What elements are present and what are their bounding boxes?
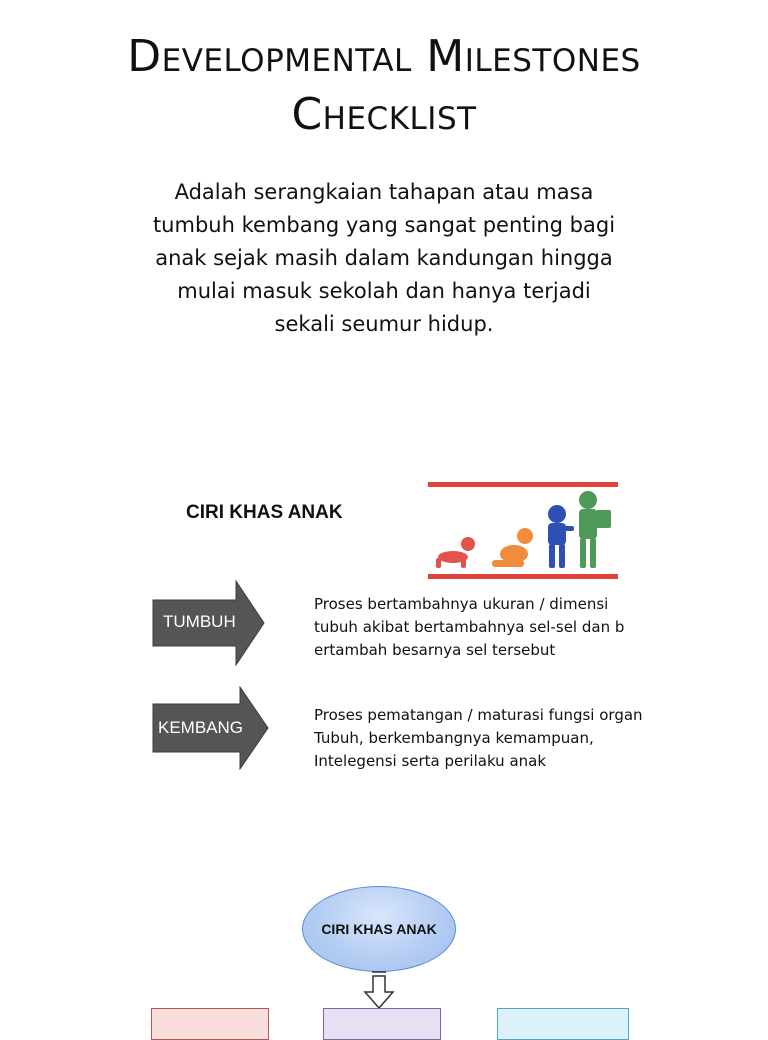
intro-line-5: sekali seumur hidup. <box>274 312 494 336</box>
intro-line-3: anak sejak masih dalam kandungan hingga <box>155 246 613 270</box>
tumbuh-desc-line-2: tubuh akibat bertambahnya sel-sel dan b <box>314 618 625 636</box>
kembang-desc-line-1: Proses pematangan / maturasi fungsi organ <box>314 706 643 724</box>
arrow-down-icon <box>362 970 396 1010</box>
intro-line-2: tumbuh kembang yang sangat penting bagi <box>152 213 616 237</box>
ciri-khas-heading: CIRI KHAS ANAK <box>186 502 343 523</box>
diagram-box-left <box>151 1008 269 1040</box>
kembang-desc-line-2: Tubuh, berkembangnya kemampuan, <box>314 729 594 747</box>
ciri-khas-oval: CIRI KHAS ANAK <box>302 886 456 972</box>
diagram-box-right <box>497 1008 629 1040</box>
intro-paragraph <box>110 176 658 341</box>
tumbuh-description <box>314 593 624 662</box>
intro-line-4: mulai masuk sekolah dan hanya terjadi <box>177 279 591 303</box>
tumbuh-label: TUMBUH <box>163 612 236 631</box>
tumbuh-desc-line-3: ertambah besarnya sel tersebut <box>314 641 556 659</box>
title-line-2: Checklist <box>291 89 477 140</box>
title-line-1: Developmental Milestones <box>127 31 641 82</box>
kembang-desc-line-3: Intelegensi serta perilaku anak <box>314 752 547 770</box>
intro-line-1: Adalah serangkaian tahapan atau masa <box>174 180 594 204</box>
kembang-label: KEMBANG <box>158 718 244 737</box>
kembang-description <box>314 704 643 773</box>
child-growth-stages-icon <box>428 480 618 582</box>
diagram-box-center <box>323 1008 441 1040</box>
page-title <box>0 28 768 144</box>
tumbuh-desc-line-1: Proses bertambahnya ukuran / dimensi <box>314 595 609 613</box>
